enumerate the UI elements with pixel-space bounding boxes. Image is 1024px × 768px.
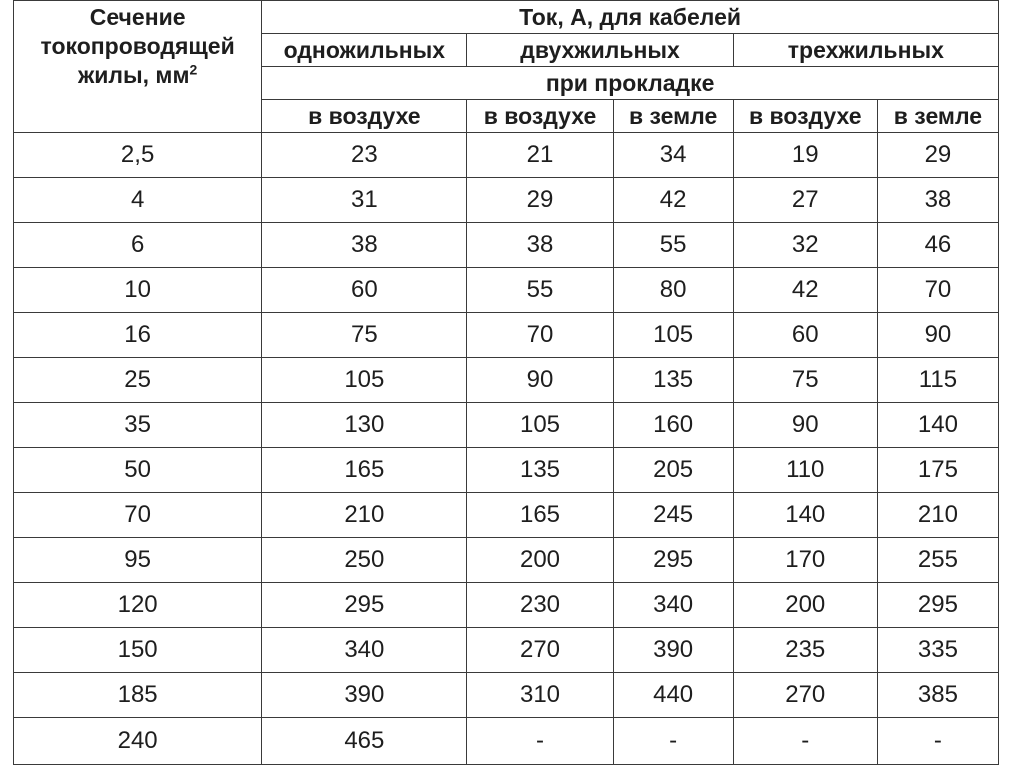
two-core-air-cell: 105 [467, 403, 613, 448]
table-row [14, 718, 999, 765]
three-core-ground-cell: 385 [877, 673, 998, 718]
table-row [14, 583, 999, 628]
three-core-air-cell: 90 [733, 403, 877, 448]
single-core-air-header: в воздухе [262, 100, 467, 133]
single-core-air-cell: 340 [262, 628, 467, 673]
two-core-ground-cell: 205 [613, 448, 733, 493]
two-core-ground-cell: 160 [613, 403, 733, 448]
single-core-air-cell: 31 [262, 178, 467, 223]
two-core-air-cell: - [467, 718, 613, 765]
cross-section-cell: 6 [14, 223, 262, 268]
three-core-air-cell: 32 [733, 223, 877, 268]
cross-section-line3 [14, 61, 261, 90]
three-core-air-cell: 75 [733, 358, 877, 403]
three-core-ground-cell: 70 [877, 268, 998, 313]
single-core-air-cell: 130 [262, 403, 467, 448]
single-core-air-cell: 23 [262, 133, 467, 178]
cross-section-cell: 50 [14, 448, 262, 493]
three-core-air-cell: 60 [733, 313, 877, 358]
three-core-ground-cell: 255 [877, 538, 998, 583]
single-core-header: одножильных [262, 34, 467, 67]
two-core-ground-cell: 105 [613, 313, 733, 358]
two-core-ground-cell: 390 [613, 628, 733, 673]
three-core-air-cell: 200 [733, 583, 877, 628]
cross-section-cell: 16 [14, 313, 262, 358]
single-core-air-cell: 60 [262, 268, 467, 313]
two-core-air-cell: 165 [467, 493, 613, 538]
single-core-air-cell: 38 [262, 223, 467, 268]
table-row [14, 313, 999, 358]
cross-section-cell: 35 [14, 403, 262, 448]
single-core-air-cell: 465 [262, 718, 467, 765]
two-core-air-cell: 38 [467, 223, 613, 268]
table-row [14, 493, 999, 538]
two-core-air-cell: 90 [467, 358, 613, 403]
three-core-ground-cell: 46 [877, 223, 998, 268]
cross-section-cell: 120 [14, 583, 262, 628]
three-core-ground-cell: 210 [877, 493, 998, 538]
table-row [14, 403, 999, 448]
single-core-air-cell: 250 [262, 538, 467, 583]
two-core-ground-cell: 34 [613, 133, 733, 178]
two-core-ground-cell: 295 [613, 538, 733, 583]
three-core-ground-cell: 38 [877, 178, 998, 223]
two-core-air-cell: 21 [467, 133, 613, 178]
three-core-ground-cell: 295 [877, 583, 998, 628]
three-core-ground-cell: - [877, 718, 998, 765]
table-row [14, 178, 999, 223]
three-core-air-cell: 42 [733, 268, 877, 313]
single-core-air-cell: 295 [262, 583, 467, 628]
cross-section-line1: Сечение [89, 4, 186, 30]
table-row [14, 358, 999, 403]
two-core-air-header: в воздухе [467, 100, 613, 133]
cross-section-cell: 185 [14, 673, 262, 718]
cross-section-cell: 240 [14, 718, 262, 765]
table-row [14, 223, 999, 268]
cross-section-header [14, 1, 262, 133]
cross-section-cell: 150 [14, 628, 262, 673]
laying-header: при прокладке [262, 67, 999, 100]
single-core-air-cell: 75 [262, 313, 467, 358]
three-core-ground-cell: 90 [877, 313, 998, 358]
two-core-ground-cell: 135 [613, 358, 733, 403]
three-core-ground-cell: 29 [877, 133, 998, 178]
table-row [14, 268, 999, 313]
single-core-air-cell: 105 [262, 358, 467, 403]
cross-section-cell: 95 [14, 538, 262, 583]
two-core-header: двухжильных [467, 34, 733, 67]
table-row [14, 448, 999, 493]
table-row [14, 538, 999, 583]
two-core-air-cell: 55 [467, 268, 613, 313]
three-core-header: трехжильных [733, 34, 998, 67]
two-core-ground-cell: 42 [613, 178, 733, 223]
table-row [14, 628, 999, 673]
two-core-ground-cell: 55 [613, 223, 733, 268]
three-core-ground-cell: 335 [877, 628, 998, 673]
two-core-air-cell: 270 [467, 628, 613, 673]
cross-section-cell: 10 [14, 268, 262, 313]
cross-section-cell: 25 [14, 358, 262, 403]
single-core-air-cell: 165 [262, 448, 467, 493]
three-core-air-cell: 235 [733, 628, 877, 673]
two-core-ground-cell: - [613, 718, 733, 765]
three-core-ground-cell: 115 [877, 358, 998, 403]
three-core-air-cell: 27 [733, 178, 877, 223]
cross-section-unit-exponent: 2 [189, 61, 198, 78]
three-core-air-cell: 170 [733, 538, 877, 583]
two-core-ground-cell: 245 [613, 493, 733, 538]
three-core-ground-header: в земле [877, 100, 998, 133]
three-core-air-cell: 19 [733, 133, 877, 178]
table-row [14, 673, 999, 718]
three-core-air-cell: 110 [733, 448, 877, 493]
two-core-air-cell: 29 [467, 178, 613, 223]
two-core-ground-cell: 440 [613, 673, 733, 718]
cross-section-cell: 4 [14, 178, 262, 223]
cross-section-cell: 2,5 [14, 133, 262, 178]
two-core-air-cell: 310 [467, 673, 613, 718]
table-row [14, 133, 999, 178]
cross-section-cell: 70 [14, 493, 262, 538]
two-core-air-cell: 135 [467, 448, 613, 493]
cross-section-unit: жилы, мм [77, 62, 190, 88]
three-core-air-cell: 270 [733, 673, 877, 718]
current-header: Ток, А, для кабелей [262, 1, 999, 34]
two-core-ground-header: в земле [613, 100, 733, 133]
table-body [14, 133, 999, 765]
single-core-air-cell: 210 [262, 493, 467, 538]
two-core-air-cell: 200 [467, 538, 613, 583]
two-core-ground-cell: 80 [613, 268, 733, 313]
three-core-air-cell: - [733, 718, 877, 765]
three-core-air-header: в воздухе [733, 100, 877, 133]
table-header [14, 1, 999, 133]
two-core-air-cell: 70 [467, 313, 613, 358]
three-core-air-cell: 140 [733, 493, 877, 538]
cable-current-table [13, 0, 999, 765]
three-core-ground-cell: 175 [877, 448, 998, 493]
two-core-air-cell: 230 [467, 583, 613, 628]
three-core-ground-cell: 140 [877, 403, 998, 448]
two-core-ground-cell: 340 [613, 583, 733, 628]
single-core-air-cell: 390 [262, 673, 467, 718]
cross-section-line2: токопроводящей [40, 33, 235, 59]
